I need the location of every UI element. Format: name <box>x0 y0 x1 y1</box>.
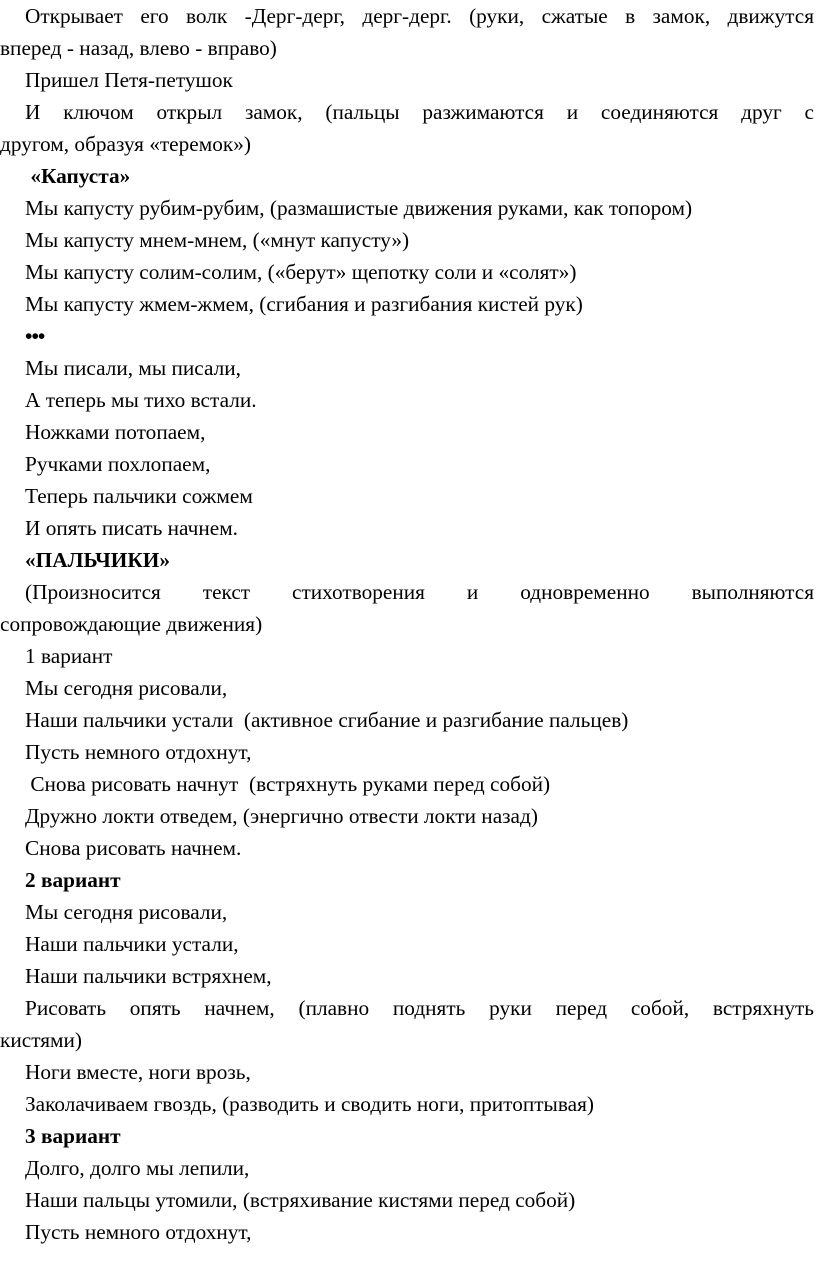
variant-label: 1 вариант <box>25 644 113 668</box>
poem-line: Мы сегодня рисовали, <box>25 900 228 924</box>
section-heading: «ПАЛЬЧИКИ» <box>25 548 171 572</box>
paragraph-line: кистями) <box>0 1028 82 1052</box>
variant-heading: 3 вариант <box>25 1124 121 1148</box>
paragraph-line: И ключом открыл замок, (пальцы разжимаются и соединяются друг с <box>25 100 814 124</box>
poem-line: Мы капусту мнем-мнем, («мнут капусту») <box>25 228 410 252</box>
poem-line: Снова рисовать начнут (встряхнуть руками перед собой) <box>25 772 551 796</box>
poem-line: Пришел Петя-петушок <box>25 68 233 92</box>
paragraph-line: Рисовать опять начнем, (плавно поднять руки перед собой, встряхнуть <box>25 996 814 1020</box>
section-heading: «Капуста» <box>25 164 131 188</box>
poem-line: Мы капусту рубим-рубим, (размашистые движения руками, как топором) <box>25 196 693 220</box>
poem-line: И опять писать начнем. <box>25 516 238 540</box>
paragraph-line: сопровождающие движения) <box>0 612 263 636</box>
variant-heading: 2 вариант <box>25 868 121 892</box>
poem-line: Наши пальчики устали (активное сгибание и разгибание пальцев) <box>25 708 629 732</box>
poem-line: Пусть немного отдохнут, <box>25 1220 252 1244</box>
poem-line: Мы капусту солим-солим, («берут» щепотку соли и «солят») <box>25 260 577 284</box>
section-separator: ••• <box>25 324 45 348</box>
poem-line: Мы сегодня рисовали, <box>25 676 228 700</box>
poem-line: Мы писали, мы писали, <box>25 356 241 380</box>
poem-line: Ноги вместе, ноги врозь, <box>25 1060 251 1084</box>
poem-line: Теперь пальчики сожмем <box>25 484 253 508</box>
poem-line: А теперь мы тихо встали. <box>25 388 257 412</box>
poem-line: Пусть немного отдохнут, <box>25 740 252 764</box>
paragraph-line: другом, образуя «теремок») <box>0 132 251 156</box>
poem-line: Мы капусту жмем-жмем, (сгибания и разгибания кистей рук) <box>25 292 583 316</box>
poem-line: Заколачиваем гвоздь, (разводить и сводить ноги, притоптывая) <box>25 1092 594 1116</box>
poem-line: Наши пальчики устали, <box>25 932 239 956</box>
poem-line: Наши пальцы утомили, (встряхивание кистями перед собой) <box>25 1188 576 1212</box>
paragraph-line: (Произносится текст стихотворения и одновременно выполняются <box>25 580 814 604</box>
poem-line: Наши пальчики встряхнем, <box>25 964 272 988</box>
poem-line: Ручками похлопаем, <box>25 452 211 476</box>
poem-line: Ножками потопаем, <box>25 420 206 444</box>
poem-line: Снова рисовать начнем. <box>25 836 242 860</box>
paragraph-line: вперед - назад, влево - вправо) <box>0 36 277 60</box>
paragraph-line: Открывает его волк -Дерг-дерг, дерг-дерг. (руки, сжатые в замок, движутся <box>25 4 814 28</box>
poem-line: Дружно локти отведем, (энергично отвести локти назад) <box>25 804 538 828</box>
poem-line: Долго, долго мы лепили, <box>25 1156 250 1180</box>
